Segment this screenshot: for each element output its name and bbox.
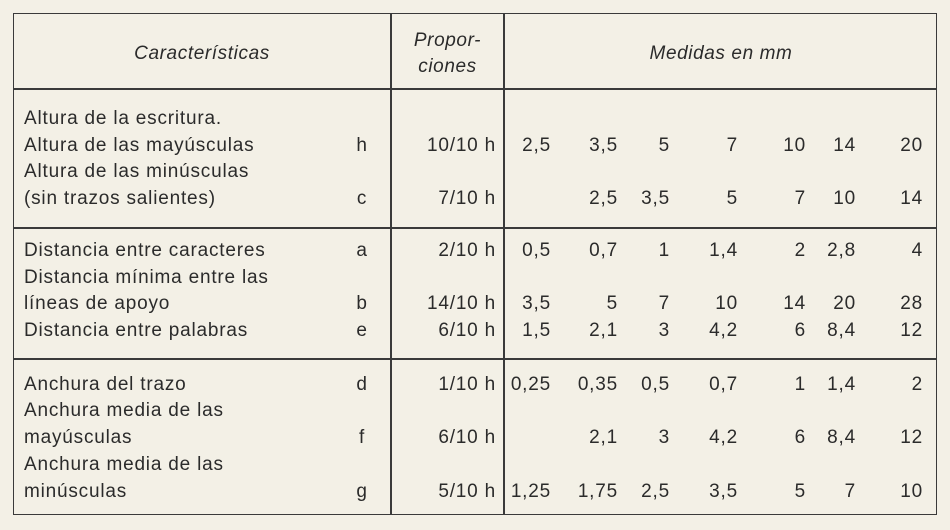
measure-cell: 2,5: [522, 135, 551, 156]
measure-cell: 6: [794, 427, 806, 448]
measure-cell: 7: [658, 293, 670, 314]
row-label: minúsculas: [24, 481, 128, 502]
group-divider-2: [13, 358, 937, 360]
row-label: Anchura media de las: [24, 400, 224, 421]
measure-cell: 1,4: [827, 374, 856, 395]
row-label: Distancia entre palabras: [24, 320, 249, 341]
measure-cell: 2,1: [589, 320, 618, 341]
measure-cell: 28: [900, 293, 923, 314]
measure-cell: 10: [715, 293, 738, 314]
row-proportion: 1/10 h: [438, 374, 496, 395]
measure-cell: 14: [783, 293, 806, 314]
column-divider-1: [390, 13, 392, 515]
measure-cell: 3,5: [522, 293, 551, 314]
header-characteristics: Características: [134, 43, 270, 64]
column-divider-2: [503, 13, 505, 515]
row-proportion: 14/10 h: [427, 293, 496, 314]
measure-cell: 0,7: [709, 374, 738, 395]
measure-cell: 1: [794, 374, 806, 395]
row-symbol: d: [356, 374, 368, 395]
measure-cell: 14: [833, 135, 856, 156]
row-symbol: h: [356, 135, 368, 156]
measure-cell: 1,4: [709, 240, 738, 261]
header-proportions-line1: Propor-: [413, 30, 482, 51]
row-label: Anchura del trazo: [24, 374, 187, 395]
row-symbol: e: [356, 320, 368, 341]
measure-cell: 10: [833, 188, 856, 209]
row-label: Altura de las minúsculas: [24, 161, 250, 182]
measure-cell: 12: [900, 427, 923, 448]
row-label: Anchura media de las: [24, 454, 224, 475]
measure-cell: 20: [833, 293, 856, 314]
row-symbol: c: [356, 188, 368, 209]
measure-cell: 3,5: [709, 481, 738, 502]
row-label: Altura de las mayúsculas: [24, 135, 255, 156]
row-label: Altura de la escritura.: [24, 108, 222, 129]
row-label: (sin trazos salientes): [24, 188, 216, 209]
header-measures: Medidas en mm: [649, 43, 793, 64]
measure-cell: 7: [726, 135, 738, 156]
row-proportion: 5/10 h: [438, 481, 496, 502]
measure-cell: 4,2: [709, 427, 738, 448]
measure-cell: 2,8: [827, 240, 856, 261]
header-divider: [13, 88, 937, 90]
row-proportion: 10/10 h: [427, 135, 496, 156]
measure-cell: 1,75: [577, 481, 618, 502]
measure-cell: 2,1: [589, 427, 618, 448]
row-proportion: 6/10 h: [438, 320, 496, 341]
measure-cell: 4: [911, 240, 923, 261]
row-proportion: 2/10 h: [438, 240, 496, 261]
measure-cell: 0,25: [510, 374, 551, 395]
measure-cell: 3,5: [641, 188, 670, 209]
measure-cell: 7: [794, 188, 806, 209]
row-label: Distancia entre caracteres: [24, 240, 266, 261]
measure-cell: 8,4: [827, 427, 856, 448]
row-proportion: 7/10 h: [438, 188, 496, 209]
measure-cell: 0,35: [577, 374, 618, 395]
measure-cell: 2: [794, 240, 806, 261]
row-label: Distancia mínima entre las: [24, 267, 269, 288]
row-symbol: g: [356, 481, 368, 502]
row-proportion: 6/10 h: [438, 427, 496, 448]
measure-cell: 0,7: [589, 240, 618, 261]
measure-cell: 5: [726, 188, 738, 209]
measure-cell: 10: [783, 135, 806, 156]
measure-cell: 1,5: [522, 320, 551, 341]
measure-cell: 20: [900, 135, 923, 156]
row-symbol: f: [358, 427, 366, 448]
measure-cell: 1,25: [510, 481, 551, 502]
measure-cell: 3,5: [589, 135, 618, 156]
measure-cell: 12: [900, 320, 923, 341]
measure-cell: 3: [658, 427, 670, 448]
measure-cell: 14: [900, 188, 923, 209]
row-symbol: b: [356, 293, 368, 314]
measure-cell: 0,5: [641, 374, 670, 395]
measure-cell: 1: [658, 240, 670, 261]
row-symbol: a: [356, 240, 368, 261]
group-divider-1: [13, 227, 937, 229]
measure-cell: 6: [794, 320, 806, 341]
measure-cell: 0,5: [522, 240, 551, 261]
measure-cell: 5: [658, 135, 670, 156]
measure-cell: 10: [900, 481, 923, 502]
measure-cell: 7: [844, 481, 856, 502]
row-label: mayúsculas: [24, 427, 133, 448]
measure-cell: 8,4: [827, 320, 856, 341]
header-proportions-line2: ciones: [418, 56, 477, 77]
measure-cell: 5: [794, 481, 806, 502]
row-label: líneas de apoyo: [24, 293, 171, 314]
measure-cell: 3: [658, 320, 670, 341]
measure-cell: 2,5: [641, 481, 670, 502]
measure-cell: 4,2: [709, 320, 738, 341]
measure-cell: 2,5: [589, 188, 618, 209]
measure-cell: 5: [606, 293, 618, 314]
measure-cell: 2: [911, 374, 923, 395]
